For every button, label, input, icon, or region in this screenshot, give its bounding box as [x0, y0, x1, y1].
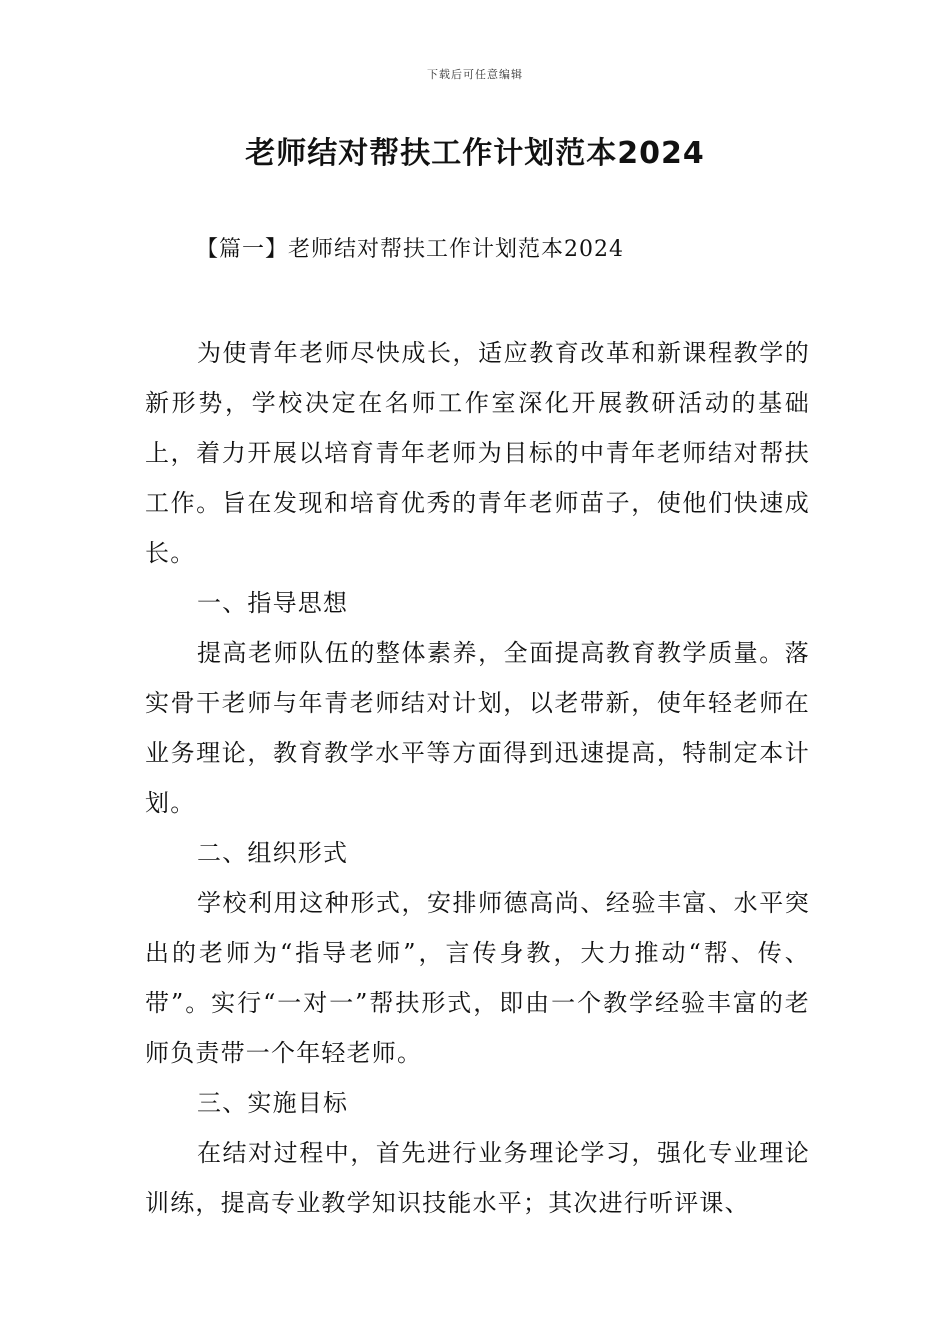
header-note: 下载后可任意编辑 [427, 68, 523, 81]
section-heading: 【篇一】老师结对帮扶工作计划范本2024 [196, 237, 624, 262]
heading-guiding-thought: 一、指导思想 [197, 589, 349, 617]
paragraph-organization-form: 学校利用这种形式，安排师德高尚、经验丰富、水平突出的老师为“指导老师”，言传身教，大力推动“帮、传、带”。实行“一对一”帮扶形式，即由一个教学经验丰富的老师负责带一个年轻老师。 [145, 889, 810, 1067]
paragraph-guiding-thought: 提高老师队伍的整体素养，全面提高教育教学质量。落实骨干老师与年青老师结对计划，以老带新，使年轻老师在业务理论，教育教学水平等方面得到迅速提高，特制定本计划。 [145, 639, 810, 817]
heading-implementation-goals: 三、实施目标 [197, 1089, 349, 1117]
paragraph-implementation-goals: 在结对过程中，首先进行业务理论学习，强化专业理论训练，提高专业教学知识技能水平；其次进行听评课、 [145, 1139, 810, 1217]
paragraph-intro: 为使青年老师尽快成长，适应教育改革和新课程教学的新形势，学校决定在名师工作室深化开展教研活动的基础上，着力开展以培育青年老师为目标的中青年老师结对帮扶工作。旨在发现和培育优秀的青年老师苗子，使他们快速成长。 [145, 339, 810, 567]
document-title: 老师结对帮扶工作计划范本2024 [245, 136, 705, 171]
document-body [145, 328, 810, 1228]
heading-organization-form: 二、组织形式 [197, 839, 349, 867]
